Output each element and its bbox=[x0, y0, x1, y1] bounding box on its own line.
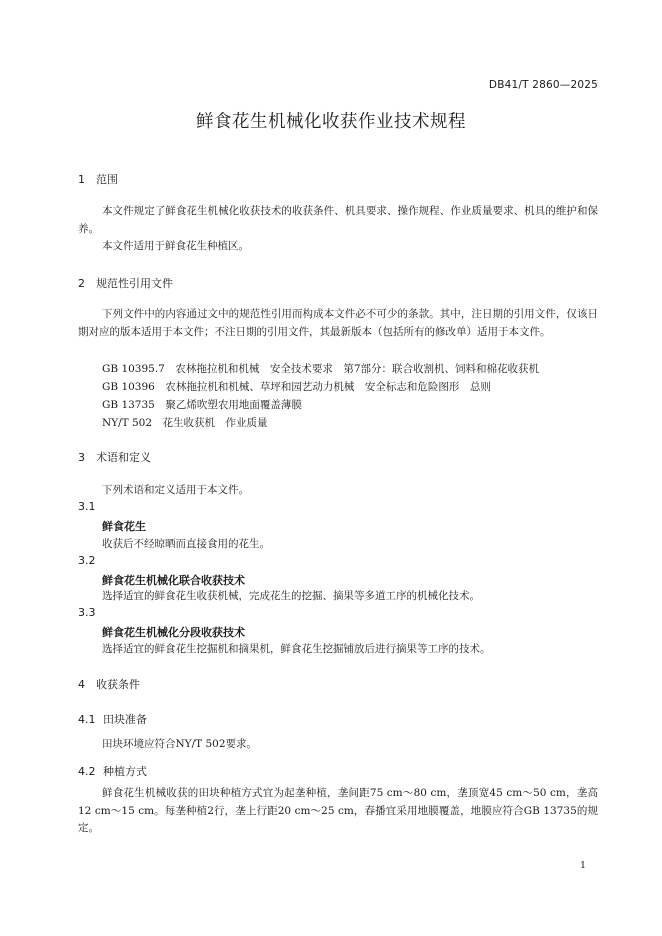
reference-item: NY/T 502 花生收获机 作业质量 bbox=[102, 417, 268, 429]
document-title: 鲜食花生机械化收获作业技术规程 bbox=[196, 112, 466, 132]
section-title: 种植方式 bbox=[103, 765, 147, 778]
paragraph-references-intro: 下列文件中的内容通过文中的规范性引用而构成本文件必不可少的条款。其中，注日期的引用文件，仅该日期对应的版本适用于本文件；不注日期的引用文件，其最新版本（包括所有的修改单）适用于本文件。 bbox=[78, 308, 598, 338]
term-name: 鲜食花生 bbox=[102, 520, 146, 533]
term-definition: 收获后不经晾晒而直接食用的花生。 bbox=[102, 538, 270, 550]
subsection-heading-field-preparation bbox=[78, 711, 147, 727]
section-number: 3 bbox=[78, 451, 85, 464]
section-title: 收获条件 bbox=[96, 678, 140, 691]
section-number: 4.2 bbox=[78, 765, 96, 778]
term-name: 鲜食花生机械化分段收获技术 bbox=[102, 626, 245, 639]
reference-item: GB 10396 农林拖拉机和机械、草坪和园艺动力机械 安全标志和危险图形 总则 bbox=[102, 381, 491, 393]
section-title: 规范性引用文件 bbox=[96, 277, 173, 290]
section-number: 4.1 bbox=[78, 713, 96, 726]
section-number: 1 bbox=[78, 173, 85, 186]
section-heading-normative-references bbox=[78, 275, 173, 291]
section-heading-scope bbox=[78, 171, 118, 187]
section-number: 4 bbox=[78, 678, 85, 691]
section-title: 术语和定义 bbox=[96, 451, 151, 464]
term-number: 3.2 bbox=[78, 554, 96, 567]
term-name: 鲜食花生机械化联合收获技术 bbox=[102, 574, 245, 587]
term-definition: 选择适宜的鲜食花生挖掘机和摘果机，鲜食花生挖掘铺放后进行摘果等工序的技术。 bbox=[102, 643, 491, 655]
page-number: 1 bbox=[579, 860, 586, 871]
section-title: 范围 bbox=[96, 173, 118, 186]
paragraph-planting-method: 鲜食花生机械收获的田块种植方式宜为起垄种植，垄间距75 cm～80 cm，垄顶宽45 cm～50 cm，垄高12 cm～15 cm。每垄种植2行，垄上行距20 cm～25 cm，春播宜采用地膜覆盖，地膜应符合GB 13735的规定。 bbox=[78, 787, 598, 834]
term-definition: 选择适宜的鲜食花生收获机械，完成花生的挖掘、摘果等多道工序的机械化技术。 bbox=[102, 590, 480, 602]
paragraph-scope-2: 本文件适用于鲜食花生种植区。 bbox=[102, 240, 249, 252]
term-number: 3.1 bbox=[78, 500, 96, 513]
section-number: 2 bbox=[78, 277, 85, 290]
paragraph-terms-intro: 下列术语和定义适用于本文件。 bbox=[102, 484, 249, 496]
document-code: DB41/T 2860—2025 bbox=[488, 79, 598, 91]
paragraph-field-preparation: 田块环境应符合NY/T 502要求。 bbox=[102, 738, 258, 750]
reference-item: GB 13735 聚乙烯吹塑农用地面覆盖薄膜 bbox=[102, 399, 302, 411]
section-heading-harvest-conditions bbox=[78, 676, 140, 692]
section-heading-terms bbox=[78, 449, 151, 465]
section-title: 田块准备 bbox=[103, 713, 147, 726]
term-number: 3.3 bbox=[78, 606, 96, 619]
paragraph-scope-1: 本文件规定了鲜食花生机械化收获技术的收获条件、机具要求、操作规程、作业质量要求、机具的维护和保养。 bbox=[78, 205, 598, 235]
reference-item: GB 10395.7 农林拖拉机和机械 安全技术要求 第7部分：联合收割机、饲料和棉花收获机 bbox=[102, 363, 540, 375]
subsection-heading-planting-method bbox=[78, 763, 147, 779]
